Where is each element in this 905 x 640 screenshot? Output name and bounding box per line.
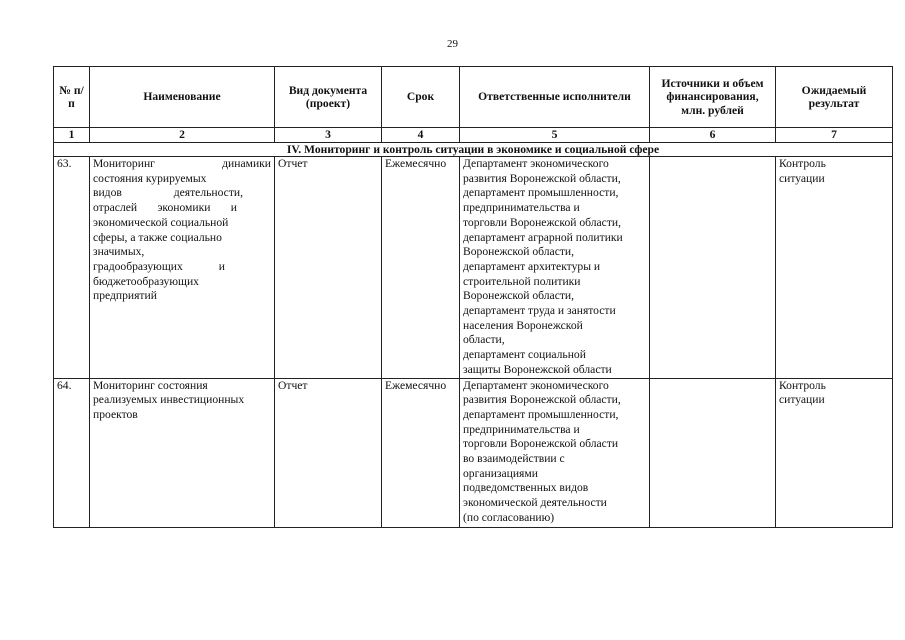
page-number: 29: [447, 38, 458, 50]
row-responsible: [460, 157, 650, 379]
result-line: ситуации: [779, 171, 825, 185]
header-term: Срок: [382, 67, 460, 128]
name-line: видов деятельности,: [93, 186, 243, 200]
row-number: 63.: [54, 157, 90, 379]
responsible-line: населения Воронежской: [463, 318, 583, 332]
row-term: Ежемесячно: [382, 157, 460, 379]
column-number-row: [54, 128, 893, 143]
responsible-line: экономической деятельности: [463, 496, 607, 510]
name-line: реализуемых инвестиционных: [93, 393, 245, 407]
name-line: состояния курируемых: [93, 171, 207, 185]
responsible-line: департамент промышленности,: [463, 186, 619, 200]
row-funding: [650, 157, 776, 379]
header-doc-type: Вид документа (проект): [275, 67, 382, 128]
result-line: ситуации: [779, 393, 825, 407]
row-term: Ежемесячно: [382, 378, 460, 527]
responsible-line: Воронежской области,: [463, 289, 575, 303]
row-name: [90, 378, 275, 527]
responsible-line: департамент труда и занятости: [463, 304, 616, 318]
responsible-line: департамент архитектуры и: [463, 259, 601, 273]
responsible-line: Департамент экономического: [463, 157, 609, 170]
responsible-line: во взаимодействии с: [463, 452, 565, 466]
responsible-line: предпринимательства и: [463, 201, 580, 215]
row-doc-type: Отчет: [275, 157, 382, 379]
row-result: [776, 378, 893, 527]
name-line: предприятий: [93, 289, 157, 303]
responsible-line: департамент социальной: [463, 348, 586, 362]
responsible-line: области,: [463, 333, 505, 347]
header-row: [54, 67, 893, 128]
name-line: Мониторинг динамики: [93, 157, 271, 170]
result-line: Контроль: [779, 378, 826, 392]
responsible-line: развития Воронежской области,: [463, 393, 621, 407]
row-doc-type: Отчет: [275, 378, 382, 527]
result-line: Контроль: [779, 157, 826, 170]
action-plan-table: [53, 66, 893, 528]
row-result: [776, 157, 893, 379]
row-number: 64.: [54, 378, 90, 527]
table-row: [54, 378, 893, 527]
column-number: 1: [54, 128, 90, 143]
responsible-line: торговли Воронежской области: [463, 437, 619, 451]
row-responsible: [460, 378, 650, 527]
name-line: экономической социальной: [93, 215, 229, 229]
responsible-line: департамент аграрной политики: [463, 230, 623, 244]
row-funding: [650, 378, 776, 527]
responsible-line: защиты Воронежской области: [463, 362, 612, 376]
column-number: 4: [382, 128, 460, 143]
name-line: Мониторинг состояния: [93, 378, 208, 392]
column-number: 3: [275, 128, 382, 143]
responsible-line: развития Воронежской области,: [463, 171, 621, 185]
header-funding: Источники и объем финансирования, млн. рублей: [650, 67, 776, 128]
name-line: сферы, а также социально: [93, 230, 222, 244]
header-num: № п/п: [54, 67, 90, 128]
responsible-line: (по согласованию): [463, 510, 555, 524]
name-line: бюджетообразующих: [93, 274, 199, 288]
header-responsible: Ответственные исполнители: [460, 67, 650, 128]
responsible-line: строительной политики: [463, 274, 581, 288]
name-line: отраслей экономики и: [93, 201, 237, 215]
column-number: 6: [650, 128, 776, 143]
section-title: IV. Мониторинг и контроль ситуации в экономике и социальной сфере: [54, 143, 893, 157]
header-result: Ожидаемый результат: [776, 67, 893, 128]
responsible-line: департамент промышленности,: [463, 407, 619, 421]
responsible-line: подведомственных видов: [463, 481, 589, 495]
name-line: градообразующих и: [93, 259, 225, 273]
name-line: проектов: [93, 407, 138, 421]
name-line: значимых,: [93, 245, 145, 259]
header-name: Наименование: [90, 67, 275, 128]
responsible-line: торговли Воронежской области,: [463, 215, 621, 229]
responsible-line: организациями: [463, 466, 538, 480]
column-number: 7: [776, 128, 893, 143]
responsible-line: предпринимательства и: [463, 422, 580, 436]
responsible-line: Департамент экономического: [463, 378, 609, 392]
responsible-line: Воронежской области,: [463, 245, 575, 259]
section-row: [54, 143, 893, 157]
column-number: 2: [90, 128, 275, 143]
table-row: [54, 157, 893, 379]
column-number: 5: [460, 128, 650, 143]
row-name: [90, 157, 275, 379]
